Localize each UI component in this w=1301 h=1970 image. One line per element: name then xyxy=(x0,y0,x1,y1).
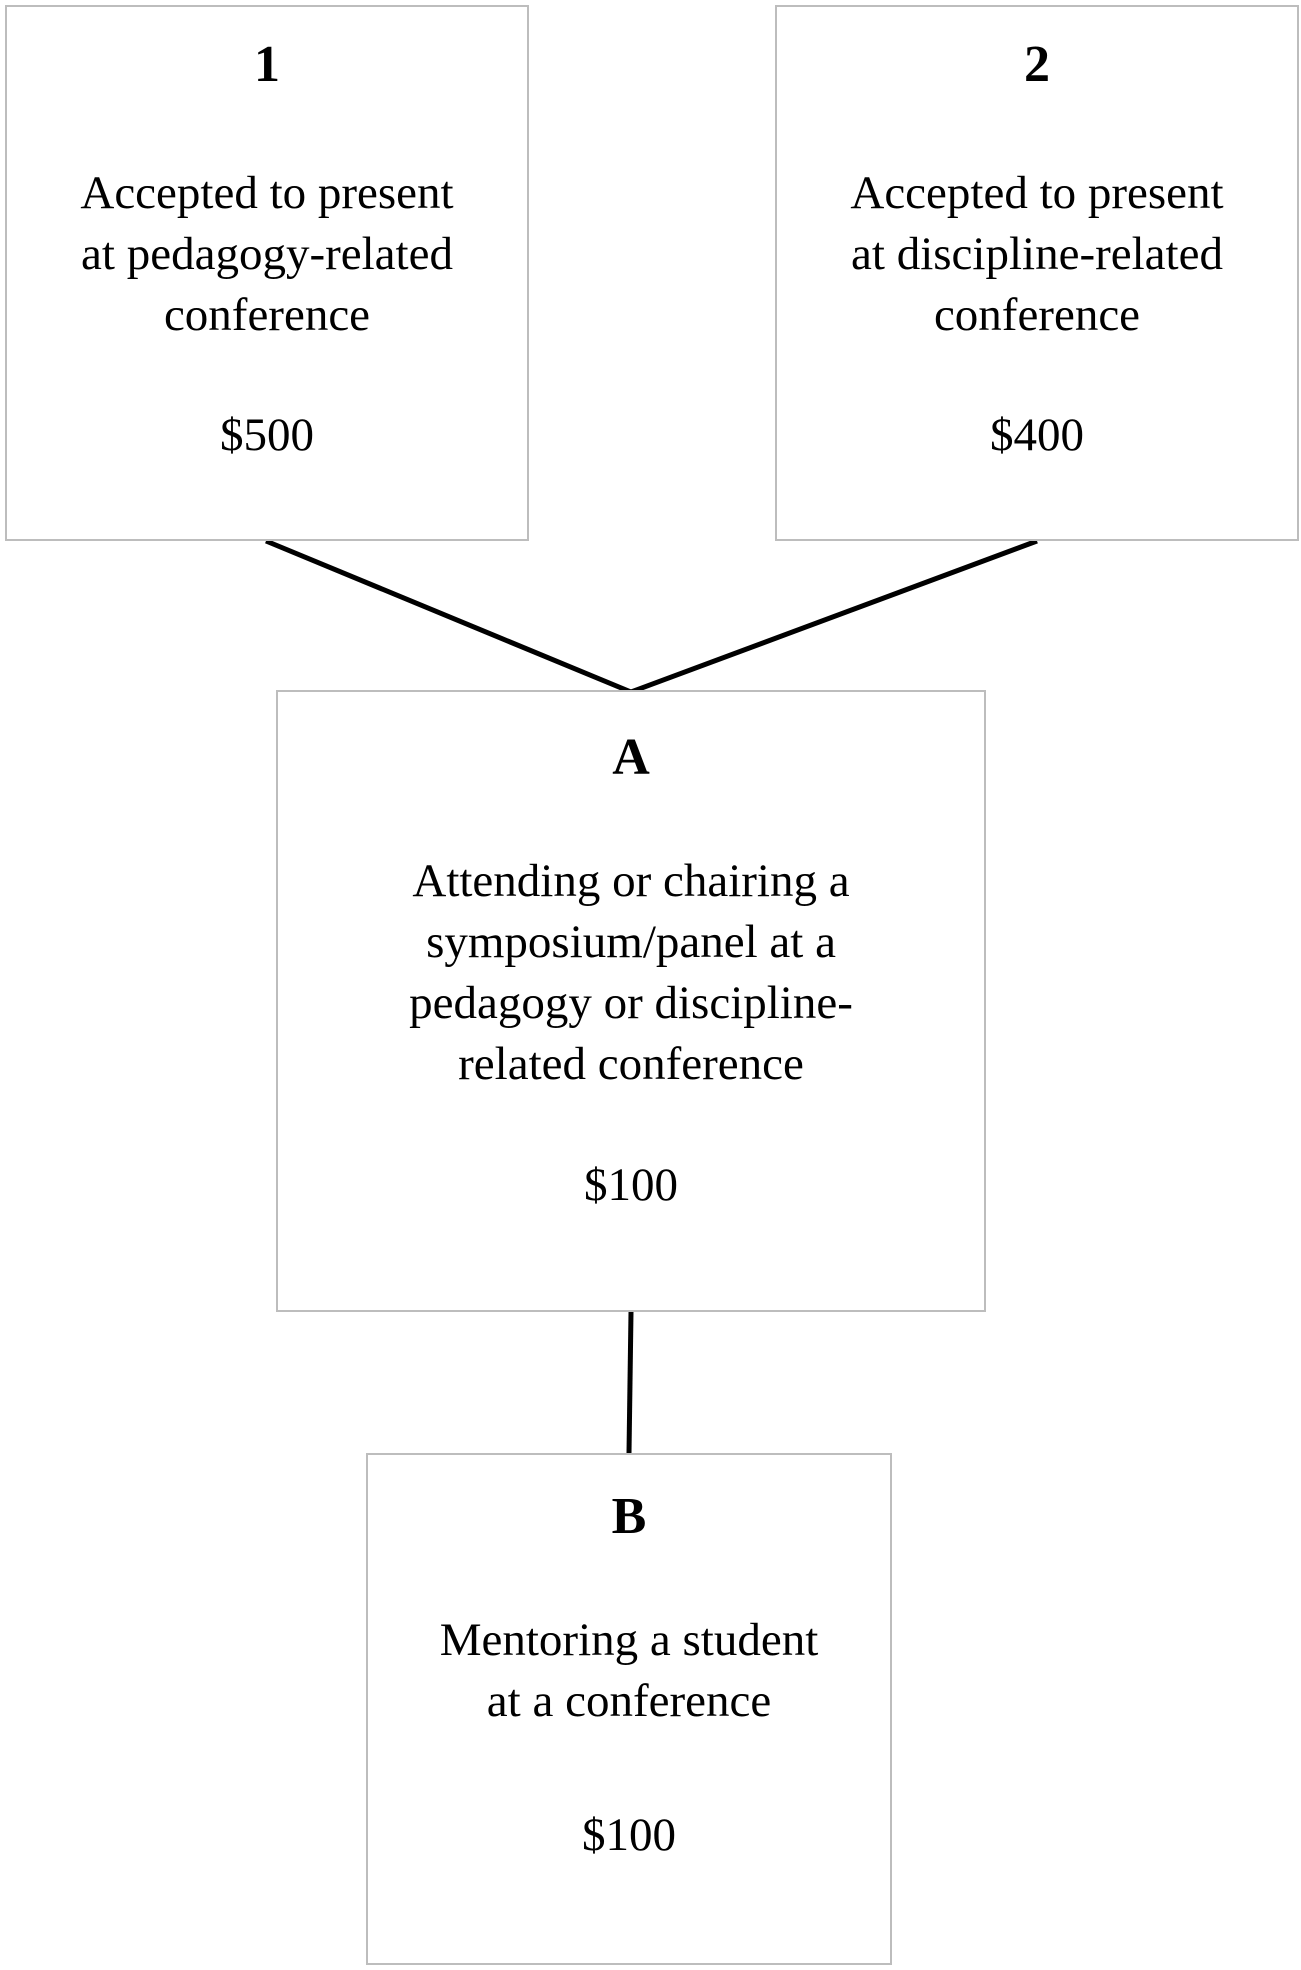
node-a-amount: $100 xyxy=(584,1159,678,1211)
connector-1-to-a xyxy=(266,541,631,692)
node-b-amount: $100 xyxy=(582,1809,676,1861)
node-b-id: B xyxy=(611,1488,647,1545)
node-2-id: 2 xyxy=(1024,36,1050,93)
connector-a-to-b xyxy=(629,1312,631,1453)
node-1-id: 1 xyxy=(254,36,280,93)
node-2-description: Accepted to present at discipline-related conference xyxy=(850,167,1224,341)
node-1-description: Accepted to present at pedagogy-related conference xyxy=(80,167,454,341)
node-1-box xyxy=(5,5,529,541)
node-a-box xyxy=(276,690,986,1312)
connector-2-to-a xyxy=(631,541,1037,692)
node-1-amount: $500 xyxy=(220,409,314,461)
node-a-description: Attending or chairing a symposium/panel at a pedagogy or discipline- related conference xyxy=(409,855,853,1090)
node-b-description: Mentoring a student at a conference xyxy=(439,1614,819,1727)
node-2-amount: $400 xyxy=(990,409,1084,461)
node-b-box xyxy=(366,1453,892,1965)
node-a-id: A xyxy=(612,729,650,786)
node-2-box xyxy=(775,5,1299,541)
